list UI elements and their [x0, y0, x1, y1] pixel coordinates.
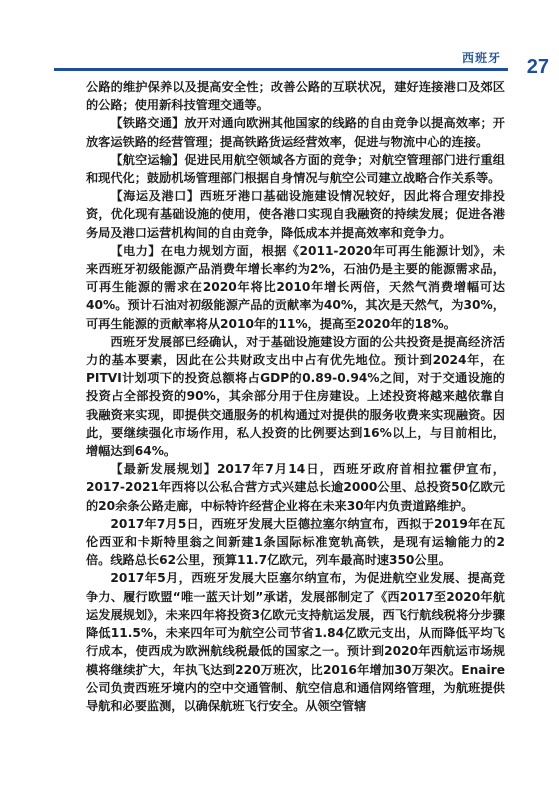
paragraph-latest-plan: 【最新发展规划】2017年7月14日，西班牙政府首相拉霍伊宣布，2017-2021年西将以公私合营方式兴建总长逾2000公里、总投资50亿欧元的20余条公路走廊，中标特许经营企业将在未来30年内负责道路维护。	[86, 462, 505, 513]
page-number: 27	[526, 56, 549, 78]
paragraph-railway: 【铁路交通】放开对通向欧洲其他国家的线路的自由竞争以提高效率；开放客运铁路的经营管理；提高铁路货运经营效率，促进与物流中心的连接。	[86, 116, 505, 149]
header-rule	[54, 68, 508, 71]
paragraph-road-maintenance: 公路的维护保养以及提高安全性；改善公路的互联状况，建好连接港口及郊区的公路；使用新科技管理交通等。	[86, 80, 505, 113]
paragraph-ports: 【海运及港口】西班牙港口基础设施建设情况较好，因此将合理安排投资，优化现有基础设施的使用，使各港口实现自我融资的持续发展；促进各港务局及港口运营机构间的自由竞争，降低成本并提高效率和竞争力。	[86, 189, 505, 240]
body-text	[86, 78, 505, 715]
paragraph-high-speed-rail: 2017年7月5日，西班牙发展大臣德拉塞尔纳宣布，西拟于2019年在瓦伦西亚和卡斯特里翁之间新建1条国际标准宽轨高铁，是现有运输能力的2倍。线路总长62公里，预算11.7亿欧元，列车最高时速350公里。	[86, 516, 505, 568]
section-title: 西班牙	[461, 51, 501, 65]
paragraph-aviation: 【航空运输】促进民用航空领域各方面的竞争；对航空管理部门进行重组和现代化；鼓励机场管理部门根据自身情况与航空公司建立战略合作关系等。	[86, 152, 505, 186]
paragraph-aviation-plan: 2017年5月，西班牙发展大臣塞尔纳宣布，为促进航空业发展、提高竞争力、履行欧盟“唯一蓝天计划”承诺，发展部制定了《西2017至2020年航运发展规划》，未来四年将投资3亿欧元支持航运发展，西飞行航线税将分步骤降低11.5%，未来四年可为航空公司节省1.84亿欧元支出，从而降低平均飞行成本，使西成为欧洲航线税最低的国家之一。预计到2020年西航运市场规模将继续扩大，年执飞达到220万班次，比2016年增加30万架次。Enaire公司负责西班牙境内的空中交通管制、航空信息和通信网络管理，为航班提供导航和必要监测，以确保航班飞行安全。从领空管辖	[86, 571, 505, 713]
page-header	[0, 0, 559, 82]
paragraph-electricity: 【电力】在电力规划方面，根据《2011-2020年可再生能源计划》，未来西班牙初级能源产品消费年增长率约为2%，石油仍是主要的能源需求品，可再生能源的需求在2020年将比2010年增长两倍，天然气消费增幅可达40%。预计石油对初级能源产品的贡献率为40%，其次是天然气，为30%，可再生能源的贡献率将从2010年的11%，提高至2020年的18%。	[86, 243, 505, 331]
paragraph-public-investment: 西班牙发展部已经确认，对于基础设施建设方面的公共投资是提高经济活力的基本要素，因此在公共财政支出中占有优先地位。预计到2024年，在PITVI计划项下的投资总额将占GDP的0.89-0.94%之间，对于交通设施的投资占全部投资的90%，其余部分用于住房建设。上述投资将越来越依靠自我融资来实现，即提供交通服务的机构通过对提供的服务收费来实现融资。因此，要继续强化市场作用，私人投资的比例要达到16%以上，与目前相比，增幅达到64%。	[86, 334, 505, 459]
